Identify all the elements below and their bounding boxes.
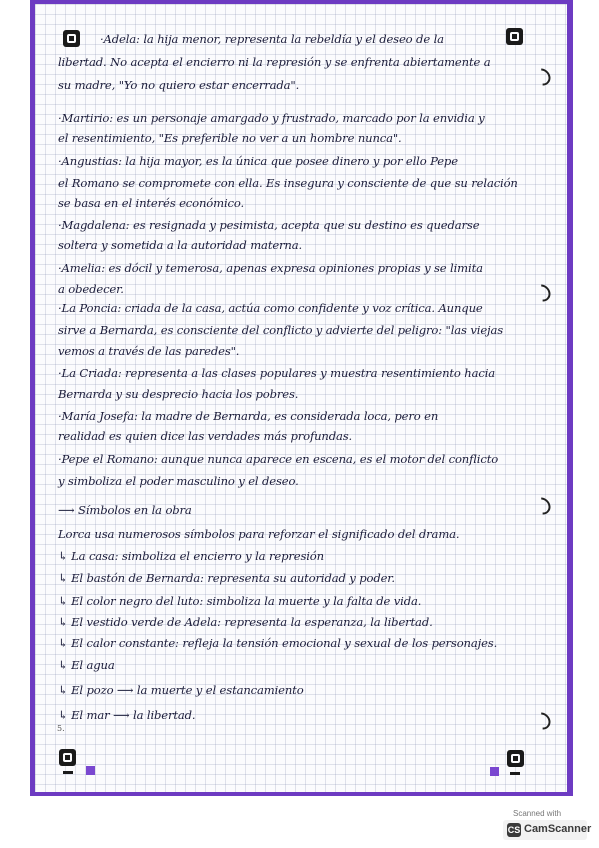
note-line: sirve a Bernarda, es consciente del conflicto y advierte del peligro: "las viejas	[58, 323, 504, 337]
camscanner-icon: CS	[507, 825, 521, 835]
note-line: ·La Criada: representa a las clases populares y muestra resentimiento hacia	[58, 366, 496, 380]
purple-marker-left	[86, 766, 95, 775]
symbol-item: ↳ El vestido verde de Adela: representa la esperanza, la libertad.	[58, 615, 433, 629]
symbol-subitem: ↳ El mar ⟶ la libertad.	[58, 708, 196, 722]
symbol-item: ↳ El bastón de Bernarda: representa su autoridad y poder.	[58, 571, 395, 585]
note-line: vemos a través de las paredes".	[58, 344, 240, 358]
camscanner-badge	[503, 809, 592, 841]
symbol-item: ↳ La casa: simboliza el encierro y la represión	[58, 549, 324, 563]
corner-marker-bottom-right	[507, 750, 524, 767]
section-heading: ⟶ Símbolos en la obra	[58, 503, 192, 517]
note-line: ·La Poncia: criada de la casa, actúa como confidente y voz crítica. Aunque	[58, 301, 483, 315]
note-line: ·Magdalena: es resignada y pesimista, acepta que su destino es quedarse	[58, 218, 480, 232]
corner-marker-bottom-left	[59, 749, 76, 766]
note-line: realidad es quien dice las verdades más profundas.	[58, 429, 353, 443]
corner-marker-top-left	[63, 30, 80, 47]
note-line: ·Angustias: la hija mayor, es la única que posee dinero y por ello Pepe	[58, 154, 458, 168]
symbol-subitem: ↳ El pozo ⟶ la muerte y el estancamiento	[58, 683, 304, 697]
corner-dash-bottom-right	[510, 772, 520, 775]
note-line: su madre, "Yo no quiero estar encerrada".	[58, 78, 300, 92]
note-line: a obedecer.	[58, 282, 124, 296]
symbol-item: ↳ El calor constante: refleja la tensión emocional y sexual de los personajes.	[58, 636, 498, 650]
note-line: ·María Josefa: la madre de Bernarda, es considerada loca, pero en	[58, 409, 439, 423]
note-line: soltera y sometida a la autoridad materna.	[58, 238, 303, 252]
scanner-brand: CamScanner	[524, 823, 592, 835]
note-line: ·Amelia: es dócil y temerosa, apenas expresa opiniones propias y se limita	[58, 261, 483, 275]
symbol-item: ↳ El agua	[58, 658, 115, 672]
note-line: ·Martirio: es un personaje amargado y frustrado, marcado por la envidia y	[58, 111, 485, 125]
scanner-logo	[503, 820, 592, 840]
note-line: el Romano se compromete con ella. Es insegura y consciente de que su relación	[58, 176, 518, 190]
page-mark: 5.	[57, 724, 65, 733]
note-line: se basa en el interés económico.	[58, 196, 245, 210]
corner-dash-bottom-left	[63, 771, 73, 774]
note-line: Lorca usa numerosos símbolos para reforzar el significado del drama.	[58, 527, 460, 541]
note-line: y simboliza el poder masculino y el deseo.	[58, 474, 299, 488]
scanner-caption: Scanned with	[513, 809, 562, 818]
note-line: ·Pepe el Romano: aunque nunca aparece en escena, es el motor del conflicto	[58, 452, 499, 466]
note-line: el resentimiento, "Es preferible no ver a un hombre nunca".	[58, 131, 402, 145]
purple-marker-right	[490, 767, 499, 776]
symbol-item: ↳ El color negro del luto: simboliza la muerte y la falta de vida.	[58, 594, 422, 608]
note-line: Bernarda y su desprecio hacia los pobres.	[58, 387, 299, 401]
note-line: libertad. No acepta el encierro ni la represión y se enfrenta abiertamente a	[58, 55, 491, 69]
note-line: ·Adela: la hija menor, representa la rebeldía y el deseo de la	[100, 32, 444, 46]
